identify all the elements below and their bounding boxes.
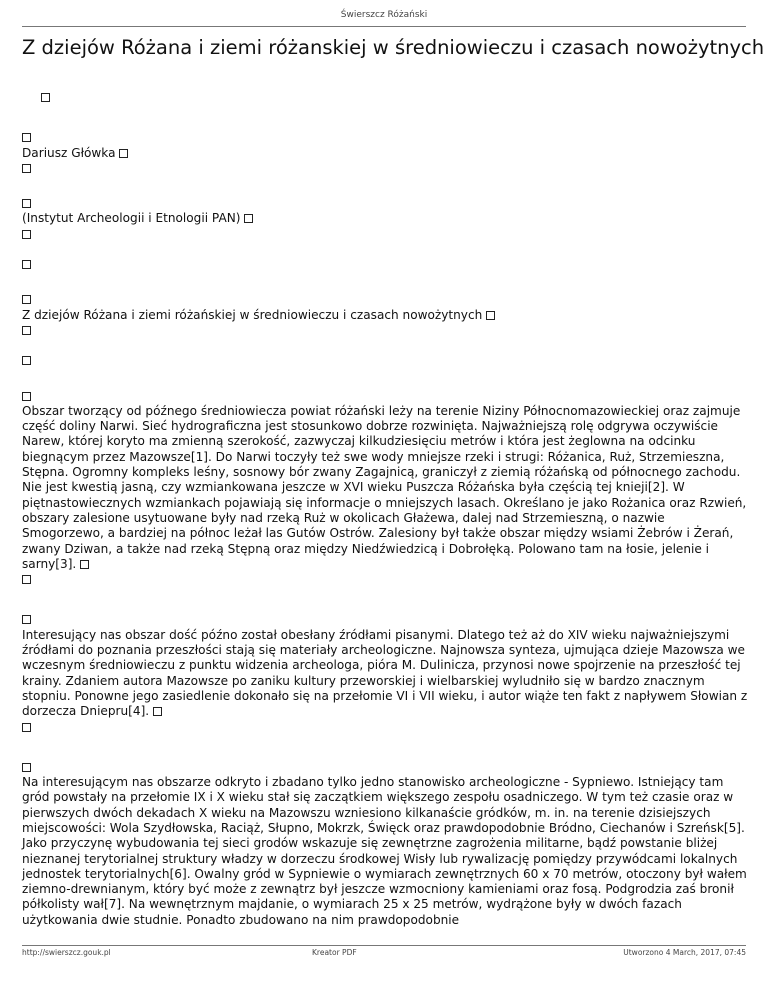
missing-glyph-box-icon	[22, 260, 31, 269]
missing-glyph-box-icon	[22, 392, 31, 401]
missing-glyph-box-icon	[22, 164, 31, 173]
paragraph-text: Na interesującym nas obszarze odkryto i zbadano tylko jedno stanowisko archeologiczne - Sypniewo. Istniejący tam gród powstały na przełomie IX i X wieku stał się zaczątkiem większego zespołu osadniczego. W tym też czasie oraz w pierwszych dwóch dekadach X wieku na Mazowszu wzniesiono kilkanaście gródków, m. in. na terenie dzisiejszych miejscowości: Wola Szydłowska, Raciąż, Słupno, Mokrzk, Święck oraz prawdopodobnie Bródno, Ciechanów i Szreńsk[5]. Jako przyczynę wybudowania tej sieci grodów wskazuje się zewnętrzne zagrożenia militarne, bądź powstanie bliżej nieznanej terytorialnej struktury władzy w dorzeczu środkowej Wisły lub rywalizację pomiędzy przywódcami lokalnych jednostek terytorialnych[6]. Owalny gród w Sypniewie o wymiarach zewnętrznych 60 x 70 metrów, otoczony był wałem ziemno-drewnianym, który być może z zewnątrz był jeszcze wzmocniony kamieniami oraz fosą. Podgrodzia zaś bronił półkolisty wał[7]. Na wewnętrznym majdanie, o wymiarach 25 x 25 metrów, wydrążone były w dwóch fazach użytkowania dwie studnie. Ponadto zbudowano na nim prawdopodobnie	[22, 775, 747, 927]
section-subtitle: Z dziejów Różana i ziemi różańskiej w średniowieczu i czasach nowożytnych	[22, 307, 483, 322]
missing-glyph-box-icon	[22, 295, 31, 304]
missing-glyph-box-icon	[119, 149, 128, 158]
author-affiliation: (Instytut Archeologii i Etnologii PAN)	[22, 211, 241, 226]
missing-glyph-box-icon	[22, 615, 31, 624]
article-title: Z dziejów Różana i ziemi różanskiej w średniowieczu i czasach nowożytnych	[22, 36, 765, 59]
missing-glyph-box-icon	[22, 230, 31, 239]
article-body	[22, 90, 748, 928]
page-header-site-name: Świerszcz Różański	[340, 10, 428, 20]
missing-glyph-box-icon	[22, 723, 31, 732]
missing-glyph-box-icon	[22, 133, 31, 142]
missing-glyph-box-icon	[22, 326, 31, 335]
missing-glyph-box-icon	[41, 93, 50, 102]
paragraph-text: Obszar tworzący od późnego średniowiecza powiat różański leży na terenie Niziny Północnomazowieckiej oraz zajmuje część doliny Narwi. Sieć hydrograficzna jest stosunkowo dobrze rozwinięta. Najważniejszą rolę odgrywa oczywiście Narew, której koryto ma zmienną szerokość, zazwyczaj kilkudziesięciu metrów i która jest żeglowna na odcinku biegnącym przez Mazowsze[1]. Do Narwi toczyły też swe wody mniejsze rzeki i strugi: Różanica, Ruż, Strzemieszna, Stępna. Ogromny kompleks leśny, sosnowy bór zwany Zagajnicą, graniczył z ziemią różańską od północnego zachodu. Nie jest kwestią jasną, czy wzmiankowana jeszcze w XVI wieku Puszcza Różańska była częścią tej knieji[2]. W piętnastowiecznych wzmiankach pojawiają się informacje o mniejszych lasach. Określano je jako Rożanica oraz Rzwień, obszary zalesione usytuowane były nad rzeką Ruż w okolicach Głażewa, dalej nad Strzemieszną, o nazwie Smogorzewo, a bardziej na północ leżał las Gutów Ostrów. Zalesiony był także obszar między wsiami Żebrów i Żerań, zwany Dziwan, a także nad rzeką Stępną oraz między Niedźwiedzicą i Dobrołęką. Polowano tam na łosie, jelenie i sarny[3].	[22, 403, 747, 571]
header-divider	[22, 26, 746, 27]
author-name: Dariusz Główka	[22, 145, 116, 160]
footer-divider	[22, 945, 746, 946]
missing-glyph-box-icon	[22, 356, 31, 365]
missing-glyph-box-icon	[486, 311, 495, 320]
missing-glyph-box-icon	[244, 214, 253, 223]
footer-url: http://swierszcz.gouk.pl	[22, 948, 111, 957]
paragraph	[22, 628, 748, 720]
paragraph	[22, 775, 748, 928]
missing-glyph-box-icon	[22, 199, 31, 208]
missing-glyph-box-icon	[80, 560, 89, 569]
paragraph	[22, 404, 748, 572]
footer-generator: Kreator PDF	[312, 948, 357, 957]
footer-created-date: Utworzono 4 March, 2017, 07:45	[623, 948, 746, 957]
missing-glyph-box-icon	[22, 575, 31, 584]
paragraph-text: Interesujący nas obszar dość późno został obesłany źródłami pisanymi. Dlatego też aż do XIV wieku najważniejszymi źródłami do poznania przeszłości stają się materiały archeologiczne. Najnowsza synteza, ujmująca dzieje Mazowsza we wczesnym średniowieczu z punktu widzenia archeologa, pióra M. Dulinicza, przynosi nowe spojrzenie na przeszłość tej krainy. Zdaniem autora Mazowsze po zaniku kultury przeworskiej i wielbarskiej wyludniło się w bardzo znacznym stopniu. Ponowne jego zasiedlenie dokonało się na przełomie VI i VII wieku, i autor wiąże ten fakt z napływem Słowian z dorzecza Dniepru[4].	[22, 627, 748, 719]
missing-glyph-box-icon	[22, 763, 31, 772]
missing-glyph-box-icon	[153, 707, 162, 716]
